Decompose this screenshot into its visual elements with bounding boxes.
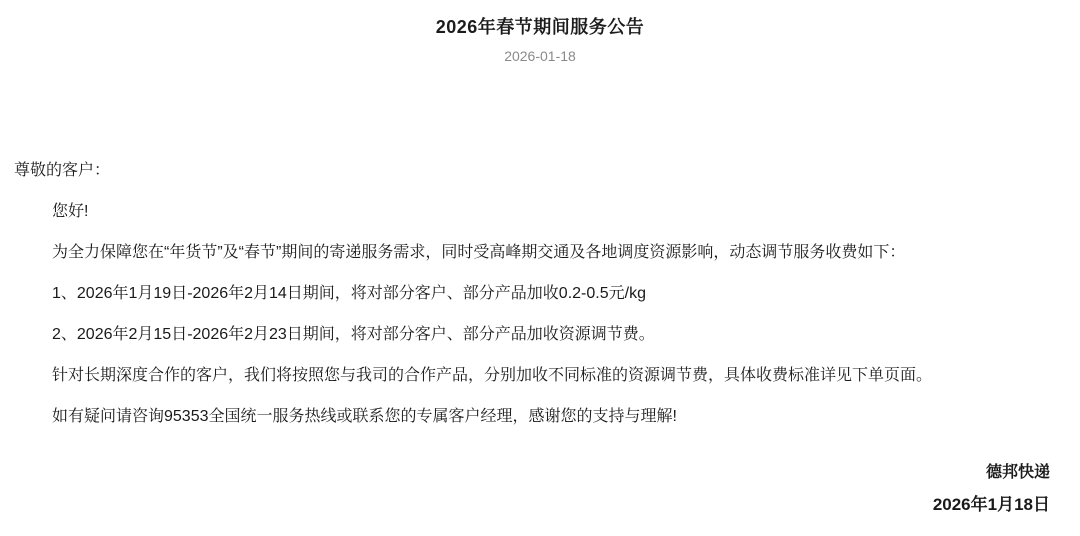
- notice-paragraph-item-1: 1、2026年1月19日-2026年2月14日期间，将对部分客户、部分产品加收0.2-0.5元/kg: [52, 285, 646, 302]
- signature-company: 德邦快递: [985, 464, 1050, 481]
- publish-date: 2026-01-18: [504, 48, 576, 64]
- notice-header: [0, 0, 1080, 65]
- page-title: 2026年春节期间服务公告: [435, 17, 645, 37]
- notice-paragraph-greeting: 您好!: [52, 203, 89, 220]
- signature-block: [14, 463, 1050, 515]
- notice-paragraph-hotline: 如有疑问请咨询95353全国统一服务热线或联系您的专属客户经理，感谢您的支持与理解!: [52, 408, 677, 425]
- notice-paragraph-intro: 为全力保障您在“年货节”及“春节”期间的寄递服务需求，同时受高峰期交通及各地调度资源影响，动态调节服务收费如下：: [52, 244, 906, 261]
- notice-paragraph-partners: 针对长期深度合作的客户，我们将按照您与我司的合作产品，分别加收不同标准的资源调节费，具体收费标准详见下单页面。: [52, 367, 933, 384]
- notice-paragraph-item-2: 2、2026年2月15日-2026年2月23日期间，将对部分客户、部分产品加收资源调节费。: [52, 326, 655, 343]
- salutation: 尊敬的客户：: [14, 162, 111, 179]
- signature-date: 2026年1月18日: [932, 495, 1050, 514]
- notice-body: [0, 161, 1080, 515]
